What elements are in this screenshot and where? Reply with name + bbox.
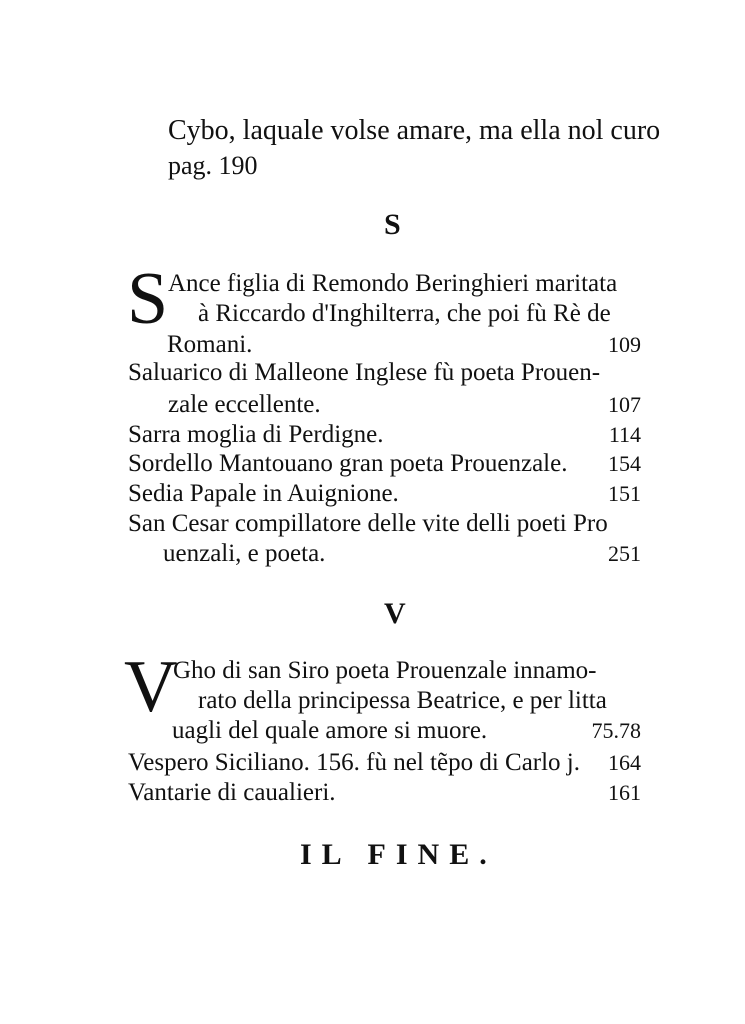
page-ref-vespero: 164: [608, 750, 641, 775]
index-entry-sance-line-1: Ance figlia di Remondo Beringhieri maritata: [168, 270, 618, 297]
continuation-line-1: Cybo, laquale volse amare, ma ella nol curo: [168, 115, 661, 146]
index-entry-vgho-line-1: Gho di san Siro poeta Prouenzale innamo-: [173, 657, 597, 684]
page-ref-san-cesar: 251: [608, 541, 641, 566]
end-text-il-fine: IL FINE.: [300, 838, 497, 871]
index-entry-sance-line-3: Romani.: [167, 331, 253, 358]
page-ref-sarra: 114: [608, 422, 641, 447]
index-entry-sordello: Sordello Mantouano gran poeta Prouenzale.: [128, 450, 568, 477]
index-entry-sedia: Sedia Papale in Auignione.: [128, 480, 399, 507]
index-entry-san-cesar-line-2: uenzali, e poeta.: [163, 540, 326, 567]
index-entry-sance-line-2: à Riccardo d'Inghilterra, che poi fù Rè de: [198, 300, 611, 327]
index-entry-vgho-line-2: rato della principessa Beatrice, e per litta: [198, 687, 607, 714]
section-heading-s: S: [384, 208, 401, 241]
page-ref-sance: 109: [608, 332, 641, 357]
page-ref-vgho: 75.78: [591, 718, 641, 743]
drop-cap-s: S: [127, 258, 169, 340]
page-ref-sedia: 151: [608, 481, 641, 506]
drop-cap-v: V: [124, 646, 178, 728]
page-ref-saluarico: 107: [608, 392, 641, 417]
index-entry-saluarico-line-1: Saluarico di Malleone Inglese fù poeta Prouen-: [128, 359, 601, 386]
page-ref-vantarie: 161: [608, 780, 641, 805]
index-entry-saluarico-line-2: zale eccellente.: [168, 391, 321, 418]
index-entry-vantarie: Vantarie di caualieri.: [128, 779, 336, 806]
section-heading-v: V: [384, 597, 406, 630]
continuation-line-2: pag. 190: [168, 151, 258, 180]
page-ref-sordello: 154: [608, 451, 641, 476]
index-entry-vespero: Vespero Siciliano. 156. fù nel tẽpo di Carlo j.: [128, 749, 581, 776]
index-entry-sarra: Sarra moglia di Perdigne.: [128, 421, 384, 448]
index-entry-vgho-line-3: uagli del quale amore si muore.: [172, 717, 488, 744]
index-entry-san-cesar-line-1: San Cesar compillatore delle vite delli poeti Pro: [128, 510, 608, 537]
